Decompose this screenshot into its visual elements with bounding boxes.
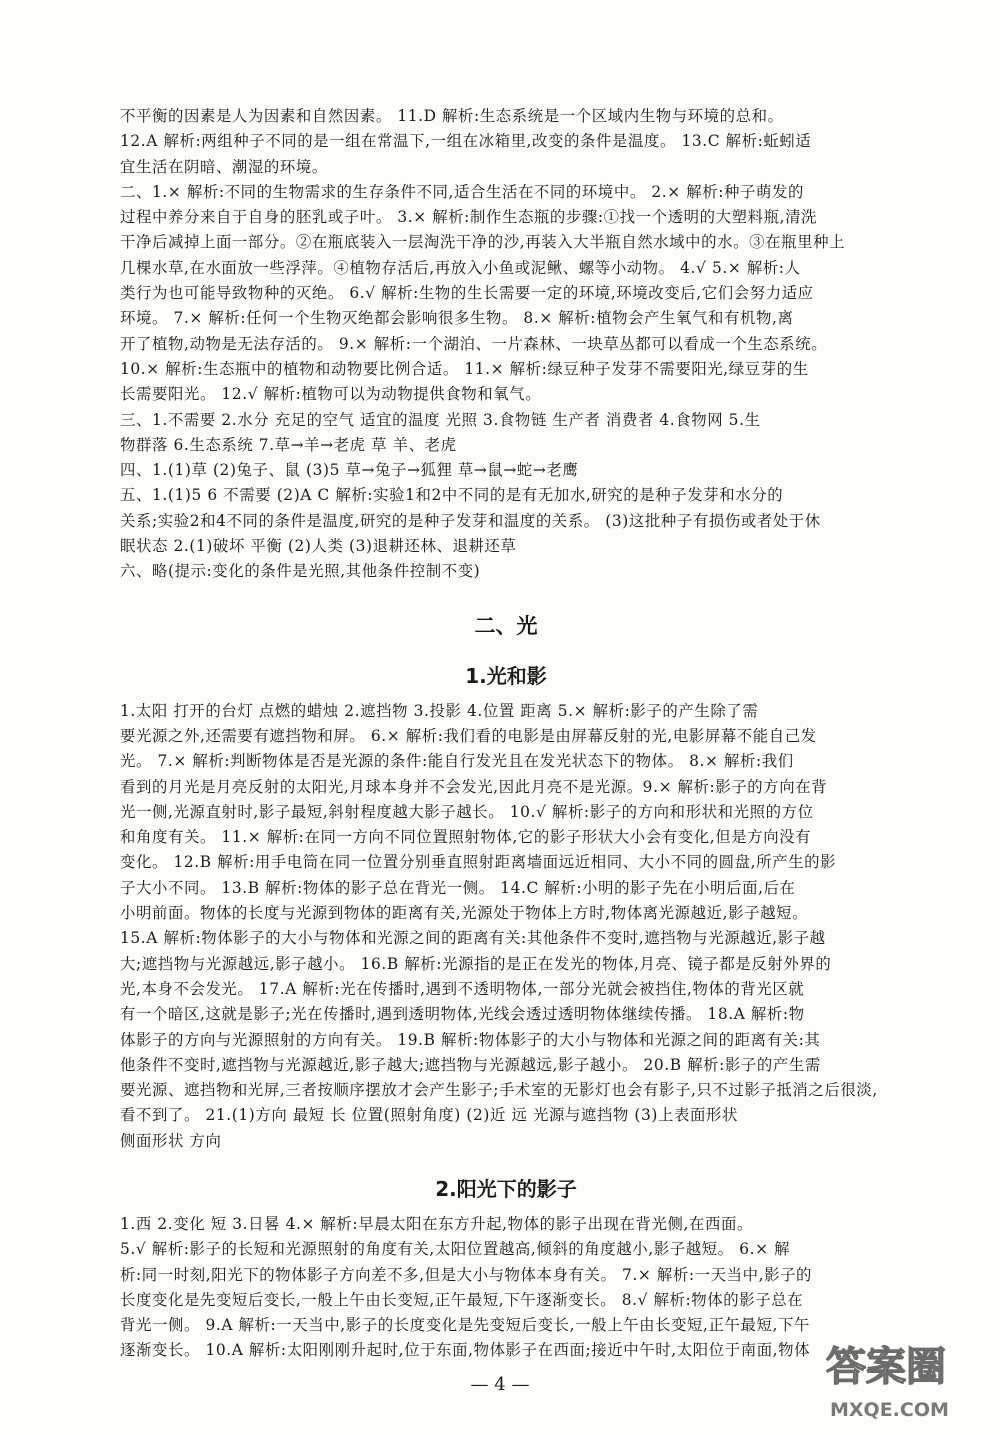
text-line: 体影子的方向与光源照射的方向有关。 19.B 解析:物体影子的大小与物体和光源之间的距离有关:其 — [120, 1030, 821, 1049]
text-line: 几棵水草,在水面放一些浮萍。④植物存活后,再放入小鱼或泥鳅、螺等小动物。 4.√ 5.× 解析:人 — [120, 258, 801, 277]
answer-page — [120, 104, 892, 1364]
text-line: 物群落 6.生态系统 7.草→羊→老虎 草 羊、老虎 — [120, 435, 457, 454]
section1-answers — [120, 699, 892, 1154]
text-line: 1.西 2.变化 短 3.日晷 4.× 解析:早晨太阳在东方升起,物体的影子出现在背光侧,在西面。 — [120, 1214, 753, 1233]
text-line: 关系;实验2和4不同的条件是温度,研究的是种子发芽和温度的关系。 (3)这批种子有损伤或者处于休 — [120, 511, 821, 530]
text-line: 光。 7.× 解析:判断物体是否是光源的条件:能自行发光且在发光状态下的物体。 8.× 解析:我们 — [120, 752, 794, 771]
text-line: 眠状态 2.(1)破坏 平衡 (2)人类 (3)退耕还林、退耕还草 — [120, 537, 517, 556]
text-line: 变化。 12.B 解析:用手电筒在同一位置分别垂直照射距离墙面远近相同、大小不同的圆盘,所产生的影 — [120, 853, 837, 872]
section-title-shadows-in-sunlight: 2.阳光下的影子 — [435, 1176, 577, 1201]
text-line: 不平衡的因素是人为因素和自然因素。 11.D 解析:生态系统是一个区域内生物与环境的总和。 — [120, 107, 784, 125]
watermark-sub-text: MXQE.COM — [830, 1399, 949, 1421]
text-line: 12.A 解析:两组种子不同的是一组在常温下,一组在冰箱里,改变的条件是温度。 13.C 解析:蚯蚓适 — [120, 132, 812, 151]
text-line: 大;遮挡物与光源越远,影子越小。 16.B 解析:光源指的是正在发光的物体,月亮、镜子都是反射外界的 — [120, 954, 832, 973]
text-line: 逐渐变长。 10.A 解析:太阳刚刚升起时,位于东面,物体影子在西面;接近中午时,太阳位于南面,物体 — [120, 1341, 811, 1360]
text-line: 10.× 解析:生态瓶中的植物和动物要比例合适。 11.× 解析:绿豆种子发芽不需要阳光,绿豆芽的生 — [120, 359, 809, 378]
text-line: 析:同一时刻,阳光下的物体影子方向差不多,但是大小与物体本身有关。 7.× 解析:一天当中,影子的 — [120, 1265, 813, 1284]
text-line: 六、略(提示:变化的条件是光照,其他条件控制不变) — [120, 562, 481, 581]
section2-answers — [120, 1212, 892, 1364]
text-line: 二、1.× 解析:不同的生物需求的生存条件不同,适合生活在不同的环境中。 2.× 解析:种子萌发的 — [120, 182, 804, 201]
text-line: 1.太阳 打开的台灯 点燃的蜡烛 2.遮挡物 3.投影 4.位置 距离 5.× 解析:影子的产生除了需 — [120, 701, 759, 720]
section-title-light-and-shadow: 1.光和影 — [465, 663, 547, 688]
text-line: 长需要阳光。 12.√ 解析:植物可以为动物提供食物和氧气。 — [120, 385, 542, 404]
text-line: 和角度有关。 11.× 解析:在同一方向不同位置照射物体,它的影子形状大小会有变化,但是方向没有 — [120, 828, 812, 847]
text-line: 长度变化是先变短后变长,一般上午由长变短,正午最短,下午逐渐变长。 8.√ 解析:物体的影子总在 — [120, 1290, 804, 1309]
page-number: — 4 — — [470, 1374, 530, 1395]
text-line: 子大小不同。 13.B 解析:物体的影子总在背光一侧。 14.C 解析:小明的影子先在小明后面,后在 — [120, 878, 796, 897]
watermark-main-text: 答案圈 — [826, 1344, 946, 1390]
text-line: 开了植物,动物是无法存活的。 9.× 解析:一个湖泊、一片森林、一块草丛都可以看成一个生态系统。 — [120, 334, 828, 353]
text-line: 要光源、遮挡物和光屏,三者按顺序摆放才会产生影子;手术室的无影灯也会有影子,只不过影子抵消之后很淡, — [120, 1081, 878, 1100]
text-line: 看到的月光是月亮反射的太阳光,月球本身并不会发光,因此月亮不是光源。9.× 解析:影子的方向在背 — [120, 777, 828, 796]
text-line: 过程中养分来自于自身的胚乳或子叶。 3.× 解析:制作生态瓶的步骤:①找一个透明的大塑料瓶,清洗 — [120, 208, 818, 227]
text-line: 干净后减掉上面一部分。②在瓶底装入一层淘洗干净的沙,再装入大半瓶自然水域中的水。③在瓶里种上 — [120, 233, 846, 252]
text-line: 宜生活在阴暗、潮湿的环境。 — [120, 157, 328, 176]
text-line: 背光一侧。 9.A 解析:一天当中,影子的长度变化是先变短后变长,一般上午由长变短,正午最短,下午 — [120, 1316, 810, 1335]
text-line: 15.A 解析:物体影子的大小与物体和光源之间的距离有关:其他条件不变时,遮挡物与光源越近,影子越 — [120, 929, 826, 948]
text-line: 光一侧,光源直射时,影子最短,斜射程度越大影子越长。 10.√ 解析:影子的方向和形状和光照的方位 — [120, 802, 814, 821]
text-line: 侧面形状 方向 — [120, 1131, 222, 1150]
text-line: 光,本身不会发光。 17.A 解析:光在传播时,遇到不透明物体,一部分光就会被挡住,物体的背光区就 — [120, 979, 805, 998]
text-line: 5.√ 解析:影子的长短和光源照射的角度有关,太阳位置越高,倾斜的角度越小,影子越短。 6.× 解 — [120, 1240, 791, 1259]
text-line: 要光源之外,还需要有遮挡物和屏。 6.× 解析:我们看的电影是由屏幕反射的光,电影屏幕不能自己发 — [120, 726, 817, 745]
text-line: 看不到了。 21.(1)方向 最短 长 位置(照射角度) (2)近 远 光源与遮挡物 (3)上表面形状 — [120, 1106, 738, 1125]
top-answer-block — [120, 104, 892, 585]
text-line: 三、1.不需要 2.水分 充足的空气 适宜的温度 光照 3.食物链 生产者 消费者 4.食物网 5.生 — [120, 410, 761, 429]
text-line: 他条件不变时,遮挡物与光源越近,影子越大;遮挡物与光源越远,影子越小。 20.B 解析:影子的产生需 — [120, 1055, 821, 1074]
text-line: 类行为也可能导致物种的灭绝。 6.√ 解析:生物的生长需要一定的环境,环境改变后,它们会努力适应 — [120, 284, 814, 303]
text-line: 有一个暗区,这就是影子;光在传播时,遇到透明物体,光线会透过透明物体继续传播。 18.A 解析:物 — [120, 1005, 805, 1024]
text-line: 环境。 7.× 解析:任何一个生物灭绝都会影响很多生物。 8.× 解析:植物会产生氧气和有机物,离 — [120, 309, 794, 328]
text-line: 小明前面。物体的长度与光源到物体的距离有关,光源处于物体上方时,物体离光源越近,影子越短。 — [120, 904, 809, 923]
watermark-logo — [824, 1336, 984, 1426]
text-line: 五、1.(1)5 6 不需要 (2)A C 解析:实验1和2中不同的是有无加水,研究的是种子发芽和水分的 — [120, 486, 784, 505]
chapter-title: 二、光 — [474, 613, 538, 638]
text-line: 四、1.(1)草 (2)兔子、鼠 (3)5 草→兔子→狐狸 草→鼠→蛇→老鹰 — [120, 461, 579, 480]
